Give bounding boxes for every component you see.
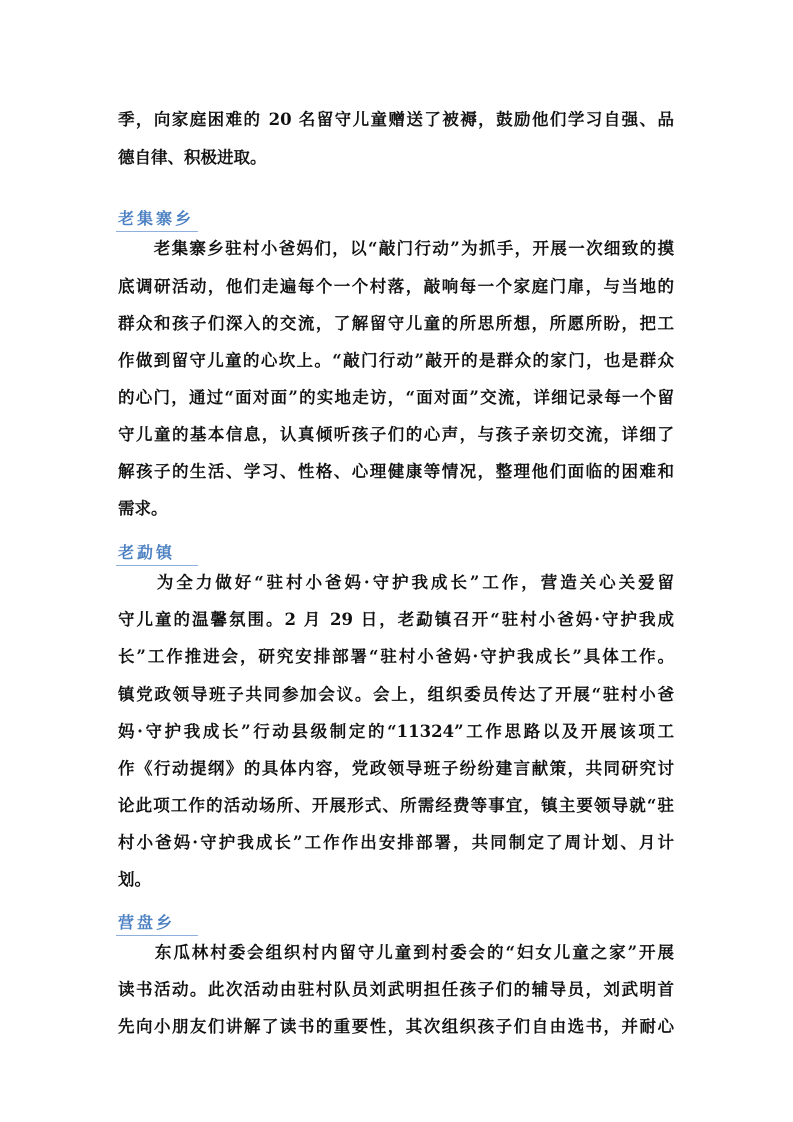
intro-line-2: 德自律、积极进取。 <box>118 148 267 167</box>
paragraph-line: 的心门，通过“面对面”的实地走访，“面对面”交流，详细记录每一个留 <box>118 388 674 407</box>
paragraph-line: 东瓜林村委会组织村内留守儿童到村委会的“妇女儿童之家”开展 <box>118 943 674 962</box>
section-heading-underline <box>116 935 198 936</box>
paragraph-line: 划。 <box>118 870 151 889</box>
paragraph-line: 底调研活动，他们走遍每个一个村落，敲响每一个家庭门扉，与当地的 <box>118 277 674 296</box>
paragraph-line: 群众和孩子们深入的交流，了解留守儿童的所思所想，所愿所盼，把工 <box>118 314 674 333</box>
paragraph-line: 老集寨乡驻村小爸妈们，以“敲门行动”为抓手，开展一次细致的摸 <box>118 239 674 258</box>
paragraph-line: 镇党政领导班子共同参加会议。会上，组织委员传达了开展“驻村小爸 <box>118 685 674 704</box>
paragraph-line: 论此项工作的活动场所、开展形式、所需经费等事宜，镇主要领导就“驻 <box>118 796 674 815</box>
section-heading-laojizhai: 老集寨乡 <box>118 209 195 228</box>
paragraph-line: 妈·守护我成长”行动县级制定的“11324”工作思路以及开展该项工 <box>118 722 674 741</box>
intro-line-1: 季，向家庭困难的 20 名留守儿童赠送了被褥，鼓励他们学习自强、品 <box>118 110 674 129</box>
paragraph-line: 作《行动提纲》的具体内容，党政领导班子纷纷建言献策，共同研究讨 <box>118 759 674 778</box>
section-heading-underline <box>116 565 198 566</box>
paragraph-line: 解孩子的生活、学习、性格、心理健康等情况，整理他们面临的困难和 <box>118 462 674 481</box>
paragraph-line: 为全力做好“驻村小爸妈·守护我成长”工作，营造关心关爱留 <box>118 573 674 592</box>
section-heading-underline <box>116 231 198 232</box>
paragraph-line: 先向小朋友们讲解了读书的重要性，其次组织孩子们自由选书，并耐心 <box>118 1017 674 1036</box>
section-heading-yingpan: 营盘乡 <box>118 913 176 932</box>
paragraph-line: 需求。 <box>118 499 168 518</box>
paragraph-line: 守儿童的温馨氛围。2 月 29 日，老勐镇召开“驻村小爸妈·守护我成 <box>118 610 674 629</box>
paragraph-line: 村小爸妈·守护我成长”工作作出安排部署，共同制定了周计划、月计 <box>118 833 674 852</box>
paragraph-line: 读书活动。此次活动由驻村队员刘武明担任孩子们的辅导员，刘武明首 <box>118 980 674 999</box>
section-heading-laomeng: 老勐镇 <box>118 543 176 562</box>
paragraph-line: 长”工作推进会，研究安排部署“驻村小爸妈·守护我成长”具体工作。 <box>118 647 674 666</box>
paragraph-line: 作做到留守儿童的心坎上。“敲门行动”敲开的是群众的家门，也是群众 <box>118 351 674 370</box>
paragraph-line: 守儿童的基本信息，认真倾听孩子们的心声，与孩子亲切交流，详细了 <box>118 425 674 444</box>
